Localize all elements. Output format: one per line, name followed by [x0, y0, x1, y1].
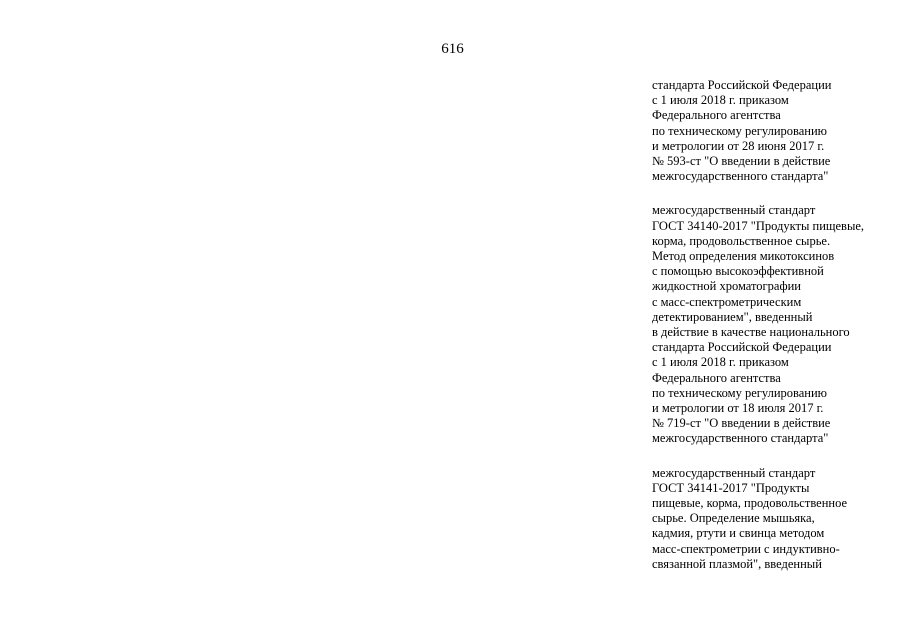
- text-line: Федерального агентства: [652, 370, 781, 385]
- text-line: ГОСТ 34141-2017 "Продукты: [652, 480, 810, 495]
- text-line: по техническому регулированию: [652, 385, 828, 400]
- text-line: с 1 июля 2018 г. приказом: [652, 355, 789, 370]
- text-line: ГОСТ 34140-2017 "Продукты пищевые,: [652, 218, 865, 233]
- text-line: с масс-спектрометрическим: [652, 294, 802, 309]
- text-line: жидкостной хроматографии: [652, 279, 801, 294]
- text-line: масс-спектрометрии с индуктивно-: [652, 541, 840, 556]
- text-line: межгосударственный стандарт: [652, 465, 816, 480]
- text-line: корма, продовольственное сырье.: [652, 233, 831, 248]
- text-line: стандарта Российской Федерации: [652, 340, 832, 355]
- text-line: связанной плазмой", введенный: [652, 556, 822, 571]
- paragraph-1: [652, 78, 892, 184]
- text-line: пищевые, корма, продовольственное: [652, 496, 848, 511]
- text-line: и метрологии от 28 июня 2017 г.: [652, 138, 825, 153]
- document-text-column: [652, 78, 892, 591]
- text-line: с 1 июля 2018 г. приказом: [652, 93, 789, 108]
- text-line: сырье. Определение мышьяка,: [652, 511, 815, 526]
- text-line: по техническому регулированию: [652, 123, 828, 138]
- text-line: межгосударственного стандарта": [652, 169, 829, 184]
- text-line: Метод определения микотоксинов: [652, 249, 835, 264]
- text-line: детектированием", введенный: [652, 309, 813, 324]
- text-line: межгосударственный стандарт: [652, 203, 816, 218]
- text-line: № 593-ст "О введении в действие: [652, 154, 831, 169]
- text-line: Федерального агентства: [652, 108, 781, 123]
- text-line: № 719-ст "О введении в действие: [652, 416, 831, 431]
- paragraph-2: [652, 203, 892, 446]
- text-line: в действие в качестве национального: [652, 325, 850, 340]
- text-line: и метрологии от 18 июля 2017 г.: [652, 401, 824, 416]
- text-line: с помощью высокоэффективной: [652, 264, 824, 279]
- text-line: кадмия, ртути и свинца методом: [652, 526, 825, 541]
- text-line: стандарта Российской Федерации: [652, 78, 832, 92]
- page-number: 616: [441, 41, 464, 57]
- paragraph-3: [652, 466, 892, 572]
- text-line: межгосударственного стандарта": [652, 431, 829, 446]
